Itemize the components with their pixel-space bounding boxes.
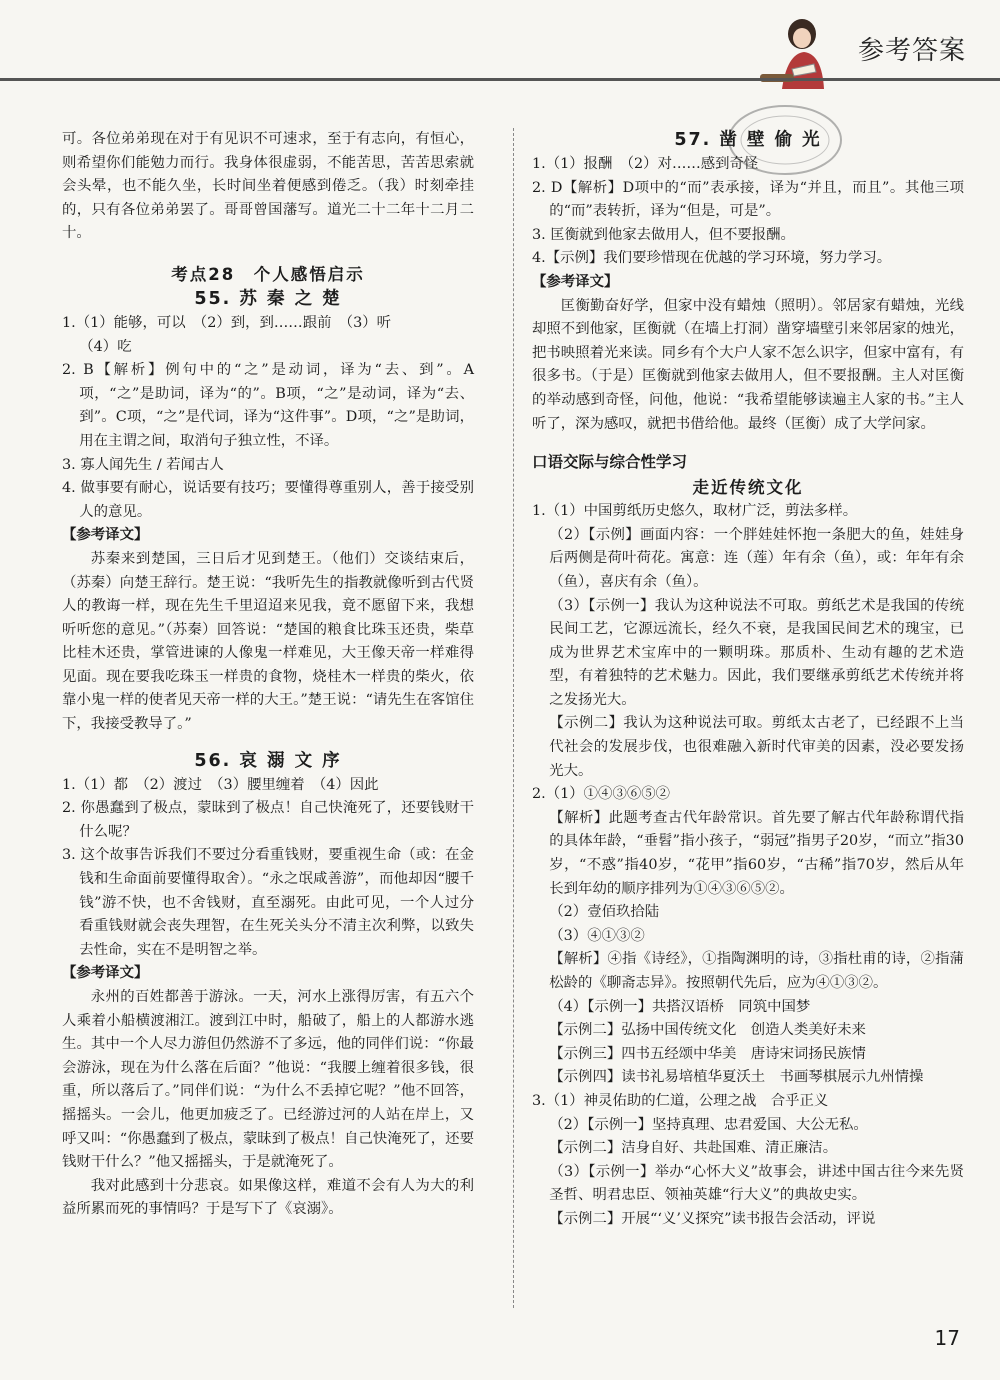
q57-translation: 匡衡勤奋好学，但家中没有蜡烛（照明）。邻居家有蜡烛，光线却照不到他家，匡衡就（在墙上打洞）凿穿墙壁引来邻居家的烛光，把书映照着光来读。同乡有个大户人家不怎么识字，但家中富有，有很多书。（于是）匡衡就到他家去做用人，但不要报酬。主人对匡衡的举动感到奇怪，问他，他说：“我希望能够读遍主人家的书。”主人听了，深为感叹，就把书借给他。最终（匡衡）成了大学问家。 bbox=[532, 297, 964, 432]
q56-item-2: 2. 你愚蠢到了极点，蒙昧到了极点！自己快淹死了，还要钱财干什么呢？ bbox=[62, 800, 474, 840]
oral-line-10: （4）【示例一】共搭汉语桥 同筑中国梦 bbox=[549, 998, 811, 1015]
oral-line-11: 【示例二】弘扬中国传统文化 创造人类美好未来 bbox=[549, 1022, 866, 1039]
oral-line-17: （3）【示例一】举办“心怀大义”故事会，讲述中国古往今来先贤圣哲、明君忠臣、领袖英雄“行大义”的典故史实。 bbox=[549, 1163, 964, 1204]
q57-ref-label: 【参考译文】 bbox=[532, 273, 619, 290]
header-badge: 参考答案 bbox=[857, 36, 966, 66]
left-column bbox=[62, 128, 474, 1222]
q55-item-2: 2. B【解析】例句中的“之”是动词，译为“去、到”。A项，“之”是助词，译为“的”。B项，“之”是动词，译为“去、到”。C项，“之”是代词，译为“这件事”。D项，“之”是助词，用在主谓之间，取消句子独立性，不译。 bbox=[62, 362, 474, 449]
oral-line-6: 【解析】此题考查古代年龄常识。首先要了解古代年龄称谓代指的具体年龄，“垂髫”指小孩子，“弱冠”指男子20岁，“而立”指30岁，“不惑”指40岁，“花甲”指60岁，“古稀”指70岁，然后从年长到年幼的顺序排列为①④③⑥⑤②。 bbox=[549, 809, 964, 897]
girl-reading-illustration bbox=[752, 14, 842, 94]
q57-item-1: 1.（1）报酬 （2）对……感到奇怪 bbox=[532, 156, 759, 172]
column-divider bbox=[513, 128, 514, 1308]
oral-line-15: （2）【示例一】坚持真理、忠君爱国、大公无私。 bbox=[549, 1116, 868, 1133]
q56-translation-1: 永州的百姓都善于游泳。一天，河水上涨得厉害，有五六个人乘着小船横渡湘江。渡到江中时，船破了，船上的人都游水逃生。其中一个人尽力游但仍然游不了多远，他的同伴们说：“你最会游泳，现在为什么落在后面？”他说：“我腰上缠着很多钱，很重，所以落后了。”同伴们说：“为什么不丢掉它呢？”他不回答，摇摇头。一会儿，他更加疲乏了。已经游过河的人站在岸上，又呼又叫：“你愚蠢到了极点，蒙昧到了极点！自己快淹死了，还要钱财干什么？”他又摇摇头，于是就淹死了。 bbox=[62, 989, 474, 1171]
page-number: 17 bbox=[934, 1326, 960, 1350]
oral-line-8: （3）④①③② bbox=[549, 927, 645, 944]
q55-item-3: 3. 寡人闻先生 / 若闻古人 bbox=[62, 456, 224, 473]
oral-line-5: 2.（1）①④③⑥⑤② bbox=[532, 786, 671, 803]
oral-line-1: 1.（1）中国剪纸历史悠久，取材广泛，剪法多样。 bbox=[532, 503, 858, 520]
q55-item-1b: （4）吃 bbox=[79, 338, 132, 355]
q55-item-1: 1.（1）能够，可以 （2）到，到……跟前 （3）听 bbox=[62, 314, 392, 331]
q56-item-3: 3. 这个故事告诉我们不要过分看重钱财，要重视生命（或：在金钱和生命面前要懂得取舍）。“永之氓咸善游”，而他却因“腰千钱”游不快，也不舍钱财，直至溺死。由此可见，一个人过分看重钱财就会丧失理智，在生死关头分不清主次利弊，以致失去性命，实在不是明智之举。 bbox=[62, 847, 474, 958]
kaodian-28-title: 考点28 个人感悟启示 bbox=[171, 264, 365, 284]
section-55-title: 55. 苏 秦 之 楚 bbox=[194, 288, 342, 309]
oral-line-4: 【示例二】我认为这种说法可取。剪纸太古老了，已经跟不上当代社会的发展步伐，也很难融入新时代审美的因素，没必要发扬光大。 bbox=[549, 715, 964, 779]
q57-item-2: 2. D【解析】D项中的“而”表承接，译为“并且，而且”。其他三项的“而”表转折，译为“但是，可是”。 bbox=[532, 179, 964, 220]
q55-translation: 苏秦来到楚国，三日后才见到楚王。（他们）交谈结束后，（苏秦）向楚王辞行。楚王说：“我听先生的指教就像听到古代贤人的教诲一样，现在先生千里迢迢来见我，竟不愿留下来，我想听听您的意见。”（苏秦）回答说：“楚国的粮食比珠玉还贵，柴草比桂木还贵，掌管进谏的人像鬼一样难见，大王像天帝一样难得见面。现在要我吃珠玉一样贵的食物，烧桂木一样贵的柴火，依靠小鬼一样的使者见天帝一样的大王。”楚王说：“请先生在客馆住下，我接受教导了。” bbox=[62, 550, 474, 733]
q55-item-4: 4. 做事要有耐心，说话要有技巧；要懂得尊重别人，善于接受别人的意见。 bbox=[62, 480, 474, 520]
q57-item-3: 3. 匡衡就到他家去做用人，但不要报酬。 bbox=[532, 226, 795, 243]
section-57-title: 57. 凿 壁 偷 光 bbox=[674, 130, 822, 150]
q56-translation-2: 我对此感到十分悲哀。如果像这样，难道不会有人为大的利益所累而死的事情吗？于是写下了《哀溺》。 bbox=[62, 1177, 474, 1218]
oral-line-14: 3.（1）神灵佑助的仁道，公理之战 合乎正义 bbox=[532, 1092, 829, 1109]
oral-topic-title: 走近传统文化 bbox=[692, 478, 804, 498]
q56-item-1: 1.（1）都 （2）渡过 （3）腰里缠着 （4）因此 bbox=[62, 776, 379, 793]
right-column bbox=[532, 128, 964, 1232]
q56-ref-label: 【参考译文】 bbox=[62, 965, 149, 982]
q57-item-4: 4.【示例】我们要珍惜现在优越的学习环境，努力学习。 bbox=[532, 250, 892, 267]
q55-ref-label: 【参考译文】 bbox=[62, 527, 149, 544]
header-rule bbox=[0, 78, 1000, 81]
letter-ending-paragraph: 可。各位弟弟现在对于有见识不可速求，至于有志向，有恒心，则希望你们能勉力而行。我身体很虚弱，不能苦思，苦苦思索就会头晕，也不能久坐，长时间坐着便感到倦乏。（我）时刻牵挂的，只有各位弟弟罢了。哥哥曾国藩写。道光二十二年十二月二十。 bbox=[62, 131, 474, 242]
oral-line-9: 【解析】④指《诗经》，①指陶渊明的诗，③指杜甫的诗，②指蒲松龄的《聊斋志异》。按照朝代先后，应为④①③②。 bbox=[549, 951, 964, 991]
oral-line-2: （2）【示例】画面内容：一个胖娃娃怀抱一条肥大的鱼，娃娃身后两侧是荷叶荷花。寓意：连（莲）年有余（鱼），或：年年有余（鱼），喜庆有余（鱼）。 bbox=[549, 526, 964, 590]
oral-line-12: 【示例三】四书五经颂中华美 唐诗宋词扬民族情 bbox=[549, 1045, 866, 1062]
oral-section-heading: 口语交际与综合性学习 bbox=[532, 453, 688, 472]
oral-line-18: 【示例二】开展“‘义’义探究”读书报告会活动，评说 bbox=[549, 1210, 876, 1227]
oral-line-7: （2）壹佰玖拾陆 bbox=[549, 904, 660, 921]
oral-line-3: （3）【示例一】我认为这种说法不可取。剪纸艺术是我国的传统民间工艺，它源远流长，经久不衰，是我国民间艺术的瑰宝，已成为世界艺术宝库中的一颗明珠。那质朴、生动有趣的艺术造型，有着独特的艺术魅力。因此，我们要继承剪纸艺术传统并将之发扬光大。 bbox=[549, 597, 964, 708]
section-56-title: 56. 哀 溺 文 序 bbox=[194, 750, 342, 771]
oral-line-16: 【示例二】洁身自好、共赴国难、清正廉洁。 bbox=[549, 1140, 838, 1157]
oral-line-13: 【示例四】读书礼易培植华夏沃土 书画琴棋展示九州情操 bbox=[549, 1069, 924, 1086]
